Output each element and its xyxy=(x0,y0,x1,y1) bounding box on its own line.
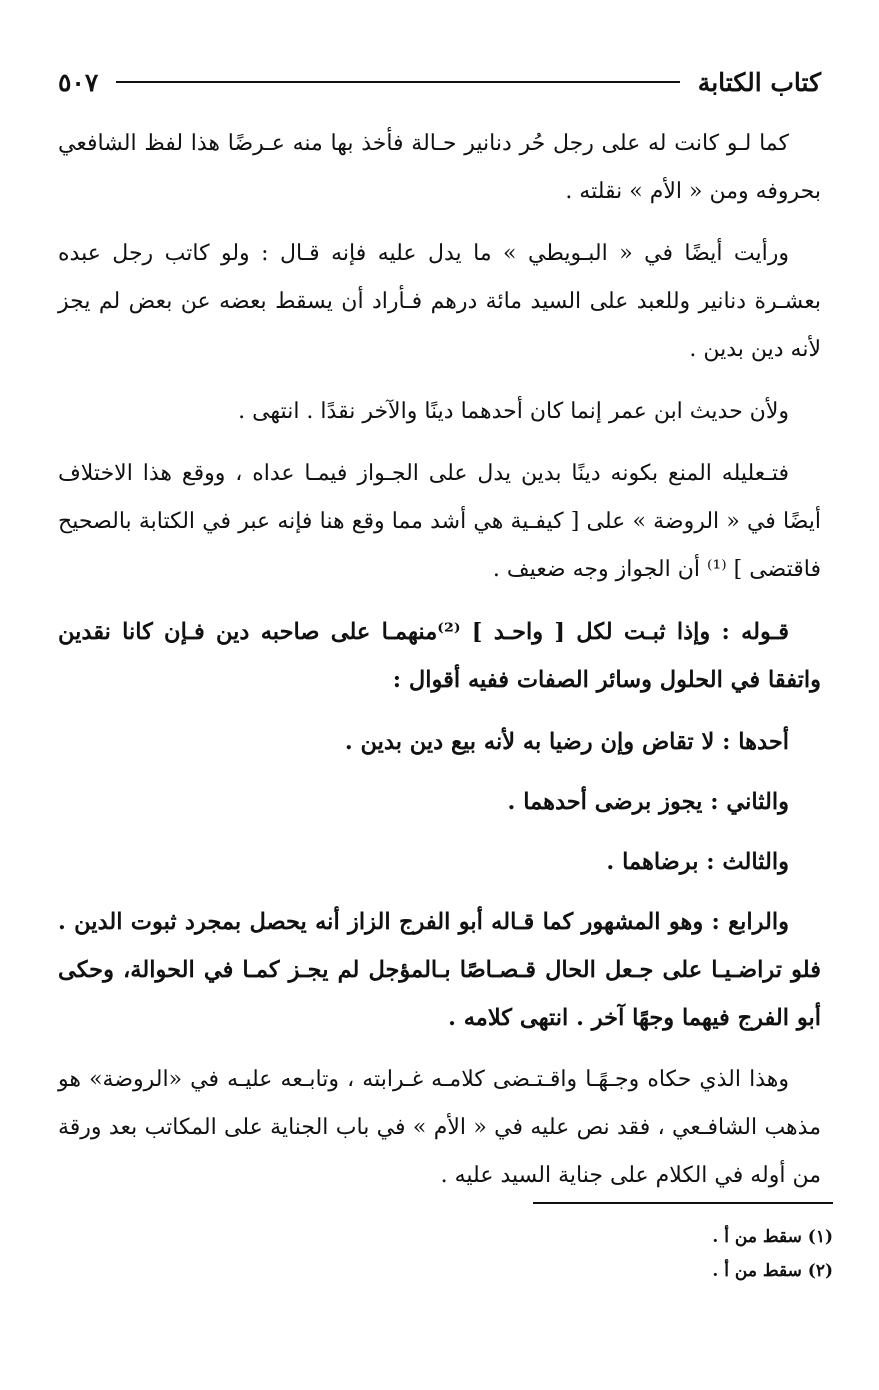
paragraph: فتـعليله المنع بكونه دينًا بدين يدل على الجـواز فيمـا عداه ، ووقع هذا الاختلاف أيضًا في « الروضة » على [ كيفـية هي أشد مما وقع هنا فإنه عبر في الكتابة بالصحيح فاقتضى ] ⁽¹⁾ أن الجواز وجه ضعيف . xyxy=(58,461,821,582)
paragraph: وهذا الذي حكاه وجـهًـا واقـتـضى كلامـه غـرابته ، وتابـعه عليـه في «الروضة» هو مذهب الشافـعي ، فقد نص عليه في « الأم » في باب الجناية على المكاتب بعد ورقة من أوله في الكلام على جناية السيد عليه . xyxy=(58,1067,821,1188)
page-header xyxy=(58,62,821,102)
opinion-line: أحدها : لا تقاض وإن رضيا به لأنه بيع دين بدين . xyxy=(344,729,789,755)
opinion-line: والثالث : برضاهما . xyxy=(606,849,789,875)
quoted-text-paragraph: قـوله : وإذا ثبـت لكل [ واحـد ] ⁽²⁾منهمـا على صاحبه دين فـإن كانا نقدين واتفقا في الحلول وسائر الصفات ففيه أقوال : xyxy=(58,619,821,693)
opinion-line: والثاني : يجوز برضى أحدهما . xyxy=(507,789,789,815)
page-body xyxy=(58,120,821,1214)
paragraph: كما لـو كانت له على رجل حُر دنانير حـالة فأخذ بها منه عـرضًا هذا لفظ الشافعي بحروفه ومن « الأم » نقلته . xyxy=(58,131,821,204)
footnotes xyxy=(533,1202,833,1288)
footnote: (٢) سقط من أ . xyxy=(712,1261,833,1281)
paragraph: ولأن حديث ابن عمر إنما كان أحدهما دينًا والآخر نقدًا . انتهى . xyxy=(238,399,789,424)
page-number: ٥٠٧ xyxy=(58,67,99,97)
paragraph: ورأيت أيضًا في « البـويطي » ما يدل عليه فإنه قـال : ولو كاتب رجل عبده بعشـرة دنانير وللعبد على السيد مائة درهم فـأراد أن يسقط بعضه عن بعض لم يجز لأنه دين بدين . xyxy=(58,241,821,362)
quoted-text-paragraph: والرابع : وهو المشهور كما قـاله أبو الفرج الزاز أنه يحصل بمجرد ثبوت الدين . فلو تراضـيـا على جـعل الحال قـصـاصًا بـالمؤجل لم يجـز كمـا في الحوالة، وحكى أبو الفرج فيهما وجهًا آخر . انتهى كلامه . xyxy=(58,909,821,1031)
footnote-rule xyxy=(533,1202,833,1204)
chapter-title: كتاب الكتابة xyxy=(697,67,821,97)
footnote: (١) سقط من أ . xyxy=(712,1227,833,1247)
header-rule xyxy=(116,81,680,83)
